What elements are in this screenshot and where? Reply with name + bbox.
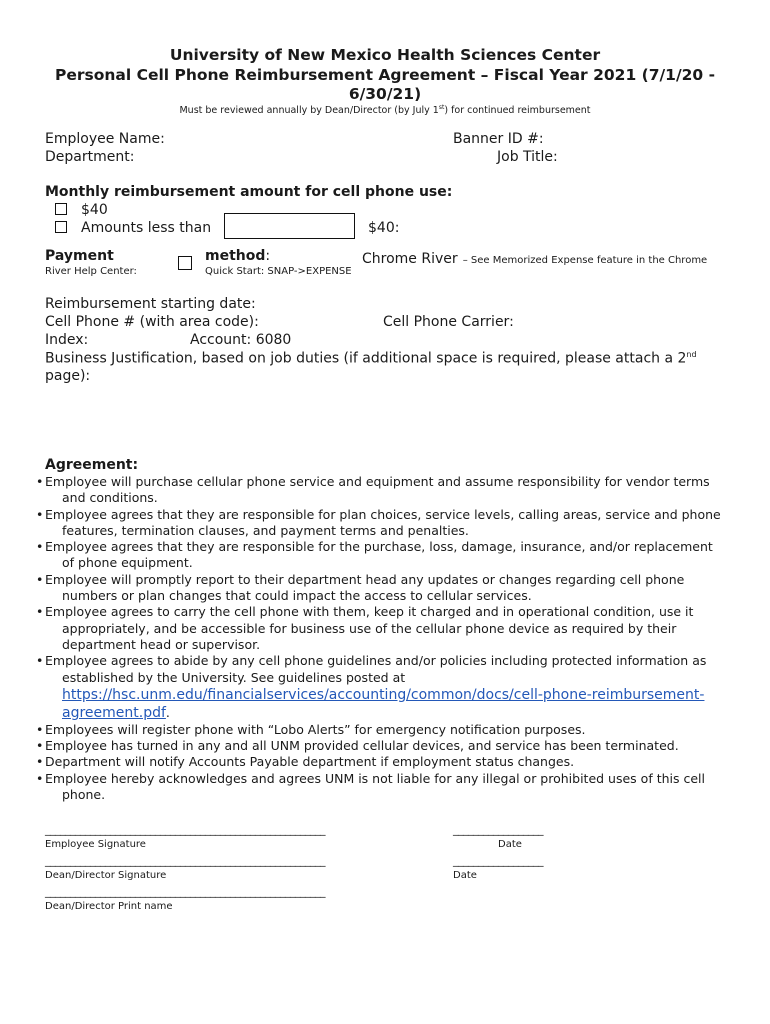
monthly-reimbursement-heading: Monthly reimbursement amount for cell phone use: <box>45 184 453 200</box>
cell-phone-number-label: Cell Phone # (with area code): <box>45 314 259 330</box>
dean-signature-line[interactable]: ________________________________________________________ <box>45 854 325 867</box>
agreement-heading: Agreement: <box>45 457 139 473</box>
department-label: Department: <box>45 149 135 165</box>
checkbox-amount-less[interactable] <box>55 221 67 233</box>
guidelines-link[interactable]: https://hsc.unm.edu/financialservices/accounting/common/docs/cell-phone-reimbursement-agreement.pdf <box>62 686 705 721</box>
business-justification-label-continued: page): <box>45 368 91 384</box>
job-title-label: Job Title: <box>497 149 558 165</box>
business-justification-label: Business Justification, based on job duties (if additional space is required, please attach a 2nd <box>45 350 697 367</box>
agreement-list <box>36 474 726 803</box>
quick-start-text: Quick Start: SNAP->EXPENSE <box>205 266 352 277</box>
chrome-river-option: Chrome River – See Memorized Expense feature in the Chrome <box>362 251 708 267</box>
list-item: • Employee agrees that they are responsible for plan choices, service levels, calling areas, service and phone features, termination clauses, and payment terms and penalties. <box>36 506 721 538</box>
list-item: • Employee agrees to carry the cell phone with them, keep it charged and in operational condition, use it appropriately, and be accessible for business use of the cellular phone device as required by their department head or supervisor. <box>36 604 694 652</box>
payment-method-checkbox[interactable] <box>178 256 192 270</box>
option-40-label: $40 <box>81 202 108 218</box>
amount-input[interactable] <box>224 213 355 239</box>
employee-name-label: Employee Name: <box>45 131 165 147</box>
dean-date-line[interactable]: __________________ <box>453 854 543 867</box>
document-subtitle-continued: 6/30/21) <box>348 85 422 103</box>
cell-phone-carrier-label: Cell Phone Carrier: <box>383 314 514 330</box>
method-label: method: <box>205 248 271 264</box>
employee-date-line[interactable]: __________________ <box>453 823 543 836</box>
review-note: Must be reviewed annually by Dean/Director (by July 1st) for continued reimbursement <box>179 104 591 117</box>
employee-signature-label: Employee Signature <box>45 839 146 850</box>
list-item: • Employee will purchase cellular phone service and equipment and assume responsibility for vendor terms and conditions. <box>36 474 710 506</box>
dean-signature-label: Dean/Director Signature <box>45 870 167 881</box>
employee-signature-line[interactable]: ________________________________________________________ <box>45 823 325 836</box>
payment-label: Payment <box>45 248 114 264</box>
dean-print-name-label: Dean/Director Print name <box>45 901 173 912</box>
document-title: University of New Mexico Health Sciences Center <box>169 46 601 64</box>
index-label: Index: <box>45 332 89 348</box>
account-label: Account: 6080 <box>190 332 292 348</box>
river-help-center-text: River Help Center: <box>45 266 137 277</box>
list-item: • Employee has turned in any and all UNM provided cellular devices, and service has been terminated. <box>36 738 679 754</box>
reimbursement-start-date-label: Reimbursement starting date: <box>45 296 256 312</box>
list-item: • Employee agrees that they are responsible for the purchase, loss, damage, insurance, and/or replacement of phone equipment. <box>36 539 713 571</box>
list-item: • Employee agrees to abide by any cell phone guidelines and/or policies including protected information as established by the University. See guidelines posted at https://hsc.unm.edu/financialservices/accounting/common/docs/cell-phone-reimbursement-agreement.pdf. <box>36 653 707 721</box>
dean-print-name-line[interactable]: ________________________________________________________ <box>45 885 325 898</box>
document-subtitle: Personal Cell Phone Reimbursement Agreement – Fiscal Year 2021 (7/1/20 - <box>54 66 716 84</box>
list-item: • Employees will register phone with “Lobo Alerts” for emergency notification purposes. <box>36 721 586 737</box>
dean-date-label: Date <box>453 870 477 881</box>
checkbox-40[interactable] <box>55 203 67 215</box>
list-item: • Employee will promptly report to their department head any updates or changes regarding cell phone numbers or plan changes that could impact the access to cellular services. <box>36 571 685 604</box>
employee-date-label: Date <box>498 839 522 850</box>
option-amount-less-label: Amounts less than <box>81 220 212 236</box>
amount-suffix-label: $40: <box>368 220 400 236</box>
list-item: • Employee hereby acknowledges and agrees UNM is not liable for any illegal or prohibited uses of this cell phone. <box>36 770 705 803</box>
banner-id-label: Banner ID #: <box>453 131 544 147</box>
list-item: • Department will notify Accounts Payable department if employment status changes. <box>36 754 575 770</box>
